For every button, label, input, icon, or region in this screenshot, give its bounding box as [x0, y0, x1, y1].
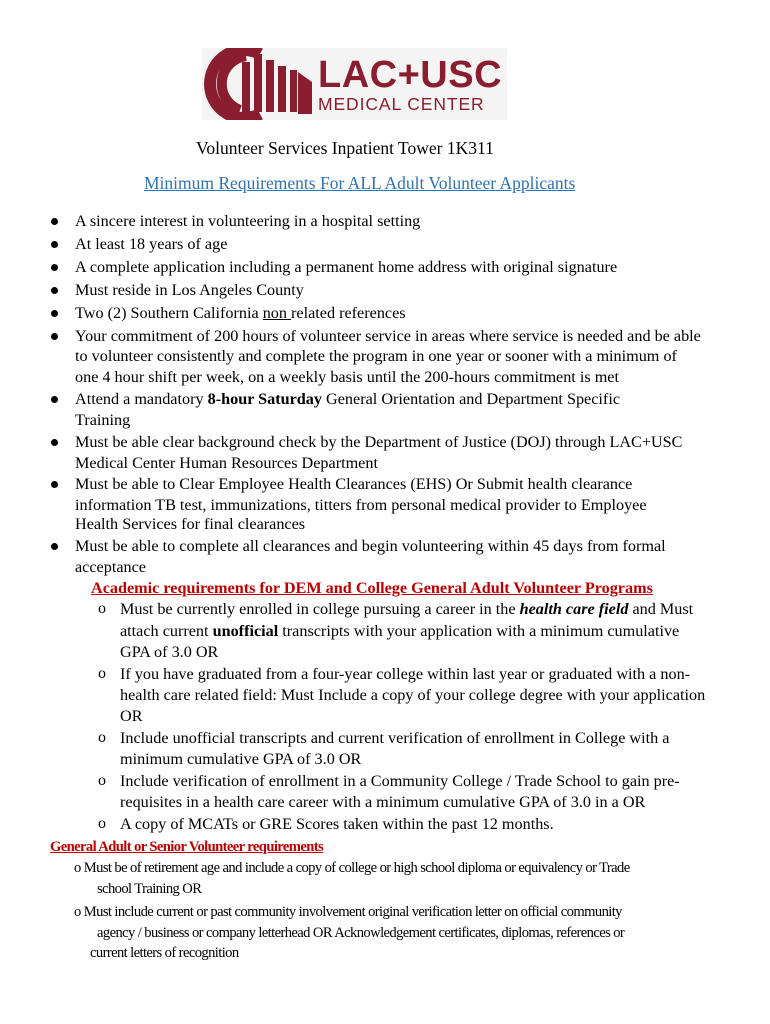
bullet-icon [51, 396, 58, 403]
academic-item: Include unofficial transcripts and current verification of enrollment in College with a [120, 729, 670, 747]
academic-heading: Academic requirements for DEM and College General Adult Volunteer Programs [91, 579, 653, 597]
page-title: Volunteer Services Inpatient Tower 1K311 [196, 138, 494, 158]
academic-item: Must be currently enrolled in college pursuing a career in the health care field and Must [120, 600, 694, 618]
requirement-item: Must be able to complete all clearances and begin volunteering within 45 days from formal [75, 537, 666, 555]
academic-item-cont: minimum cumulative GPA of 3.0 OR [120, 750, 362, 768]
requirement-item: A complete application including a permanent home address with original signature [75, 258, 618, 276]
requirement-item: Two (2) Southern California non related references [75, 304, 406, 322]
bullet-icon [51, 333, 58, 340]
senior-item-cont: current letters of recognition [90, 945, 239, 961]
logo-wordmark: LAC+USC [318, 54, 503, 96]
sub-bullet-icon: o [98, 665, 106, 682]
academic-item: If you have graduated from a four-year college within last year or graduated with a non- [120, 665, 691, 683]
requirement-item: Your commitment of 200 hours of volunteer service in areas where service is needed and be able [75, 327, 701, 345]
bullet-icon [51, 264, 58, 271]
requirement-item-cont: Health Services for final clearances [75, 515, 306, 533]
senior-item-cont: school Training OR [97, 881, 202, 897]
academic-item-cont: attach current unofficial transcripts with your application with a minimum cumulative [120, 622, 680, 640]
requirement-item: A sincere interest in volunteering in a hospital setting [75, 212, 421, 230]
academic-item-cont: requisites in a health care career with a minimum cumulative GPA of 3.0 in a OR [120, 793, 646, 811]
academic-item: A copy of MCATs or GRE Scores taken within the past 12 months. [120, 815, 554, 833]
sub-bullet-icon: o [98, 815, 106, 832]
requirement-item-cont: Training [75, 411, 131, 429]
bullet-icon [51, 310, 58, 317]
requirement-item: Attend a mandatory 8-hour Saturday General Orientation and Department Specific [75, 390, 620, 408]
bullet-icon [51, 481, 58, 488]
bullet-icon [51, 218, 58, 225]
sub-bullet-icon: o [98, 600, 106, 617]
senior-item-cont: agency / business or company letterhead OR Acknowledgement certificates, diplomas, references or [97, 925, 625, 941]
requirement-item-cont: one 4 hour shift per week, on a weekly basis until the 200-hours commitment is met [75, 368, 619, 386]
section-heading: Minimum Requirements For ALL Adult Volunteer Applicants [144, 173, 576, 193]
requirement-item-cont: Medical Center Human Resources Department [75, 454, 378, 472]
senior-item: o Must be of retirement age and include a copy of college or high school diploma or equivalency or Trade [74, 860, 630, 876]
requirement-item: Must reside in Los Angeles County [75, 281, 304, 299]
requirement-item: Must be able clear background check by the Department of Justice (DOJ) through LAC+USC [75, 433, 683, 451]
logo-subtitle: MEDICAL CENTER [318, 94, 485, 114]
bullet-icon [51, 241, 58, 248]
academic-item-cont: GPA of 3.0 OR [120, 643, 219, 661]
requirement-item-cont: to volunteer consistently and complete the program in one year or sooner with a minimum of [75, 347, 677, 365]
bullet-icon [51, 543, 58, 550]
academic-item-cont: health care related field: Must Include a copy of your college degree with your application [120, 686, 706, 704]
bullet-icon [51, 287, 58, 294]
underlined-word: non [262, 304, 292, 322]
requirement-item: Must be able to Clear Employee Health Clearances (EHS) Or Submit health clearance [75, 475, 633, 493]
requirement-item: At least 18 years of age [75, 235, 228, 253]
senior-item: o Must include current or past community involvement original verification letter on official community [74, 904, 622, 920]
sub-bullet-icon: o [98, 729, 106, 746]
academic-item-cont: OR [120, 707, 143, 725]
sub-bullet-icon: o [98, 772, 106, 789]
academic-item: Include verification of enrollment in a Community College / Trade School to gain pre- [120, 772, 680, 790]
bullet-icon [51, 439, 58, 446]
senior-heading: General Adult or Senior Volunteer requirements [50, 839, 324, 855]
requirement-item-cont: acceptance [75, 558, 146, 576]
requirement-item-cont: information TB test, immunizations, titters from personal medical provider to Employee [75, 496, 647, 514]
